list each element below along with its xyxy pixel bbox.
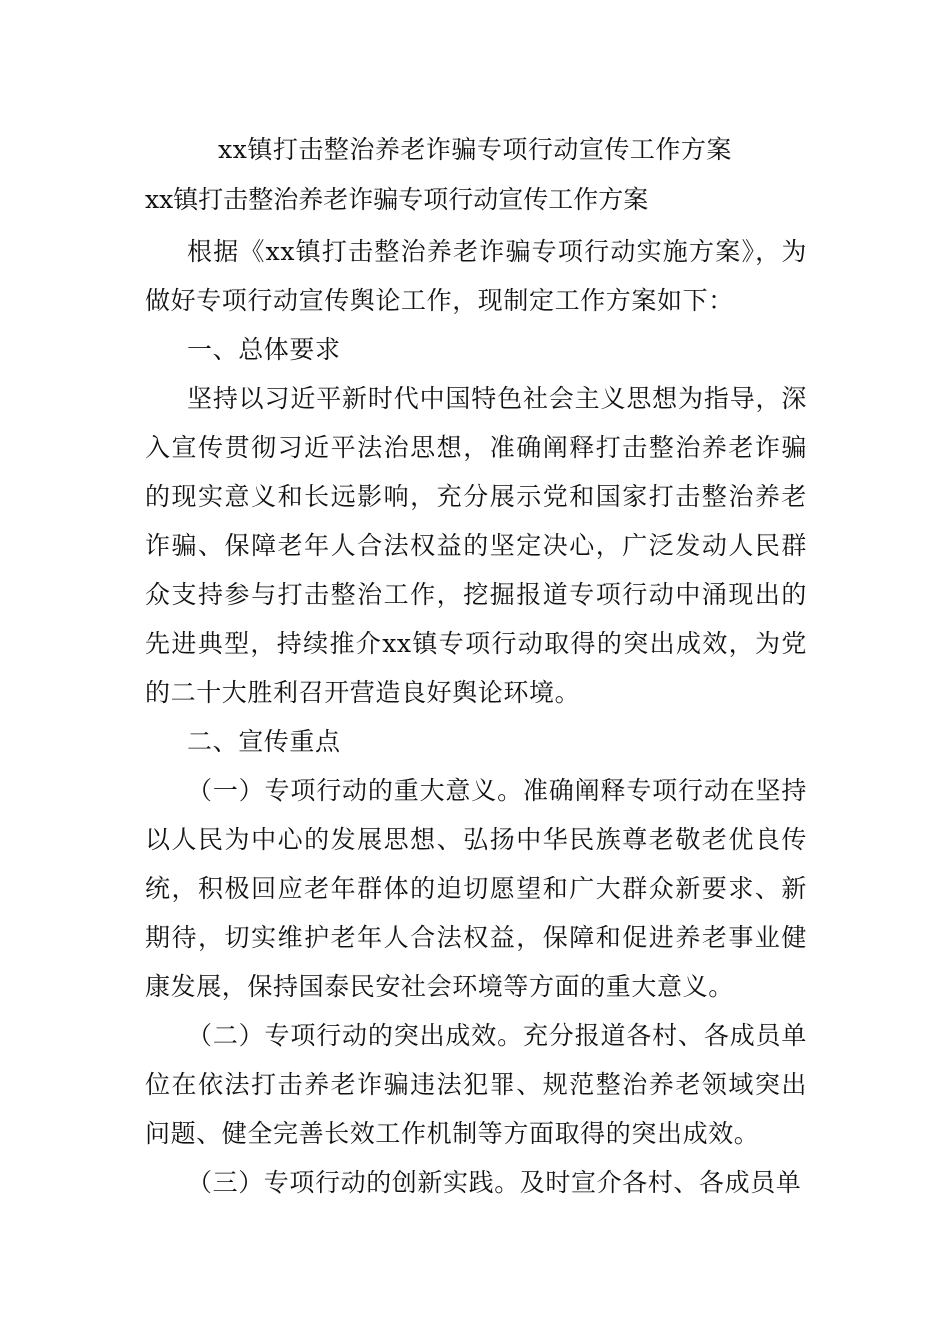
focus-point-significance: （一）专项行动的重大意义。准确阐释专项行动在坚持以人民为中心的发展思想、弘扬中华民族尊老敬老优良传统，积极回应老年群体的迫切愿望和广大群众新要求、新期待，切实维护老年人合法权益，保障和促进养老事业健康发展，保持国泰民安社会环境等方面的重大意义。 — [145, 776, 807, 1001]
focus-point-achievements: （二）专项行动的突出成效。充分报道各村、各成员单位在依法打击养老诈骗违法犯罪、规范整治养老领域突出问题、健全完善长效工作机制等方面取得的突出成效。 — [145, 1021, 807, 1148]
section-heading-publicity-focus: 二、宣传重点 — [187, 727, 341, 756]
document-subtitle: xx镇打击整治养老诈骗专项行动宣传工作方案 — [145, 185, 649, 214]
section-heading-general-requirements: 一、总体要求 — [187, 335, 341, 364]
general-requirements-paragraph: 坚持以习近平新时代中国特色社会主义思想为指导，深入宣传贯彻习近平法治思想，准确阐释打击整治养老诈骗的现实意义和长远影响，充分展示党和国家打击整治养老诈骗、保障老年人合法权益的坚定决心，广泛发动人民群众支持参与打击整治工作，挖掘报道专项行动中涌现出的先进典型，持续推介xx镇专项行动取得的突出成效，为党的二十大胜利召开营造良好舆论环境。 — [145, 384, 807, 707]
intro-paragraph: 根据《xx镇打击整治养老诈骗专项行动实施方案》，为做好专项行动宣传舆论工作，现制定工作方案如下： — [145, 237, 807, 315]
document-title: xx镇打击整治养老诈骗专项行动宣传工作方案 — [218, 135, 732, 164]
focus-point-innovation: （三）专项行动的创新实践。及时宣介各村、各成员单 — [187, 1168, 802, 1197]
document-body — [145, 227, 807, 1207]
